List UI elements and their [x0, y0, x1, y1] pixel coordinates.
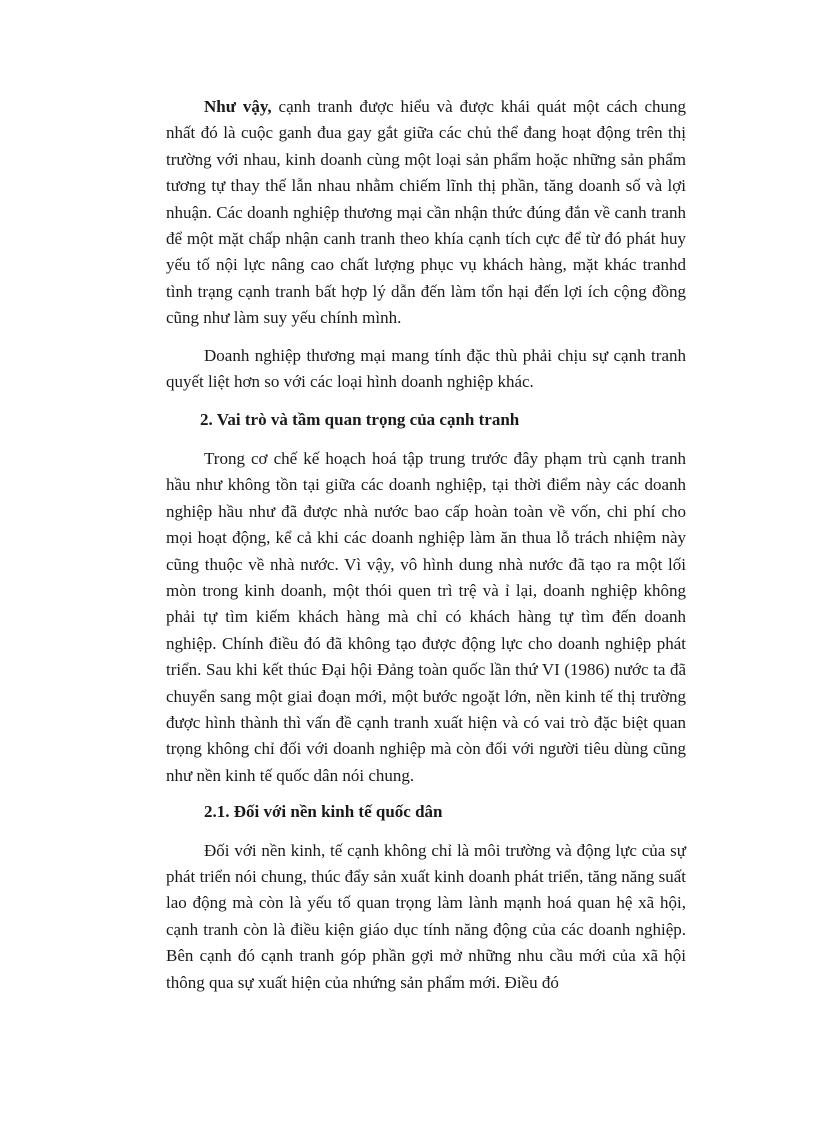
paragraph-commercial-enterprises: Doanh nghiệp thương mại mang tính đặc thù phải chịu sự cạnh tranh quyết liệt hơn so với các loại hình doanh nghiệp khác.	[166, 345, 686, 392]
paragraph-planned-economy: Trong cơ chế kế hoạch hoá tập trung trước đây phạm trù cạnh tranh hầu như không tồn tại giữa các doanh nghiệp, tại thời điểm này các doanh nghiệp hầu như đã được nhà nước bao cấp hoàn toàn về vốn, chi phí cho mọi hoạt động, kể cả khi các doanh nghiệp làm ăn thua lỗ trách nhiệm này cũng thuộc về nhà nước. Vì vậy, vô hình dung nhà nước đã tạo ra một lối mòn trong kinh doanh, một thói quen trì trệ và ỉ lại, doanh nghiệp không phải tự tìm kiếm khách hàng mà chỉ có khách hàng tự tìm đến doanh nghiệp. Chính điều đó đã không tạo được động lực cho doanh nghiệp phát triển. Sau khi kết thúc Đại hội Đảng toàn quốc lần thứ VI (1986) nước ta đã chuyển sang một giai đoạn mới, một bước ngoặt lớn, nền kinh tế thị trường được hình thành thì vấn đề cạnh tranh xuất hiện và có vai trò đặc biệt quan trọng không chỉ đối với doanh nghiệp mà còn đối với người tiêu dùng cũng như nền kinh tế quốc dân nói chung.	[166, 448, 686, 785]
paragraph-text: cạnh tranh được hiểu và được khái quát một cách chung nhất đó là cuộc ganh đua gay gắt giữa các chủ thể đang hoạt động trên thị trường với nhau, kinh doanh cùng một loại sản phẩm hoặc những sản phẩm tương tự thay thế lẫn nhau nhằm chiếm lĩnh thị phần, tăng doanh số và lợi nhuận. Các doanh nghiệp thương mại cần nhận thức đúng đắn về canh tranh để một mặt chấp nhận canh tranh theo khía cạnh tích cực để từ đó phát huy yếu tố nội lực nâng cao chất lượng phục vụ khách hàng, mặt khác tranhd tình trạng cạnh tranh bất hợp lý dẫn đến làm tổn hại đến lợi ích cộng đồng cũng như làm suy yếu chính mình.	[166, 97, 687, 328]
document-body	[166, 94, 686, 996]
paragraph-national-economy: Đối với nền kinh, tế cạnh không chỉ là môi trường và động lực của sự phát triển nói chung, thúc đẩy sản xuất kinh doanh phát triển, tăng năng suất lao động mà còn là yếu tố quan trọng làm lành mạnh hoá quan hệ xã hội, cạnh tranh còn là điều kiện giáo dục tính năng động của các doanh nghiệp. Bên cạnh đó cạnh tranh góp phần gợi mở những nhu cầu mới của xã hội thông qua sự xuất hiện của nhứng sản phẩm mới. Điều đó	[166, 840, 686, 992]
subsection-heading-national-economy: 2.1. Đối với nền kinh tế quốc dân	[204, 802, 443, 822]
section-heading-role-of-competition: 2. Vai trò và tầm quan trọng của cạnh tranh	[200, 410, 520, 430]
paragraph-competition-definition	[166, 94, 686, 332]
paragraph-lead-phrase: Như vậy,	[204, 97, 272, 116]
